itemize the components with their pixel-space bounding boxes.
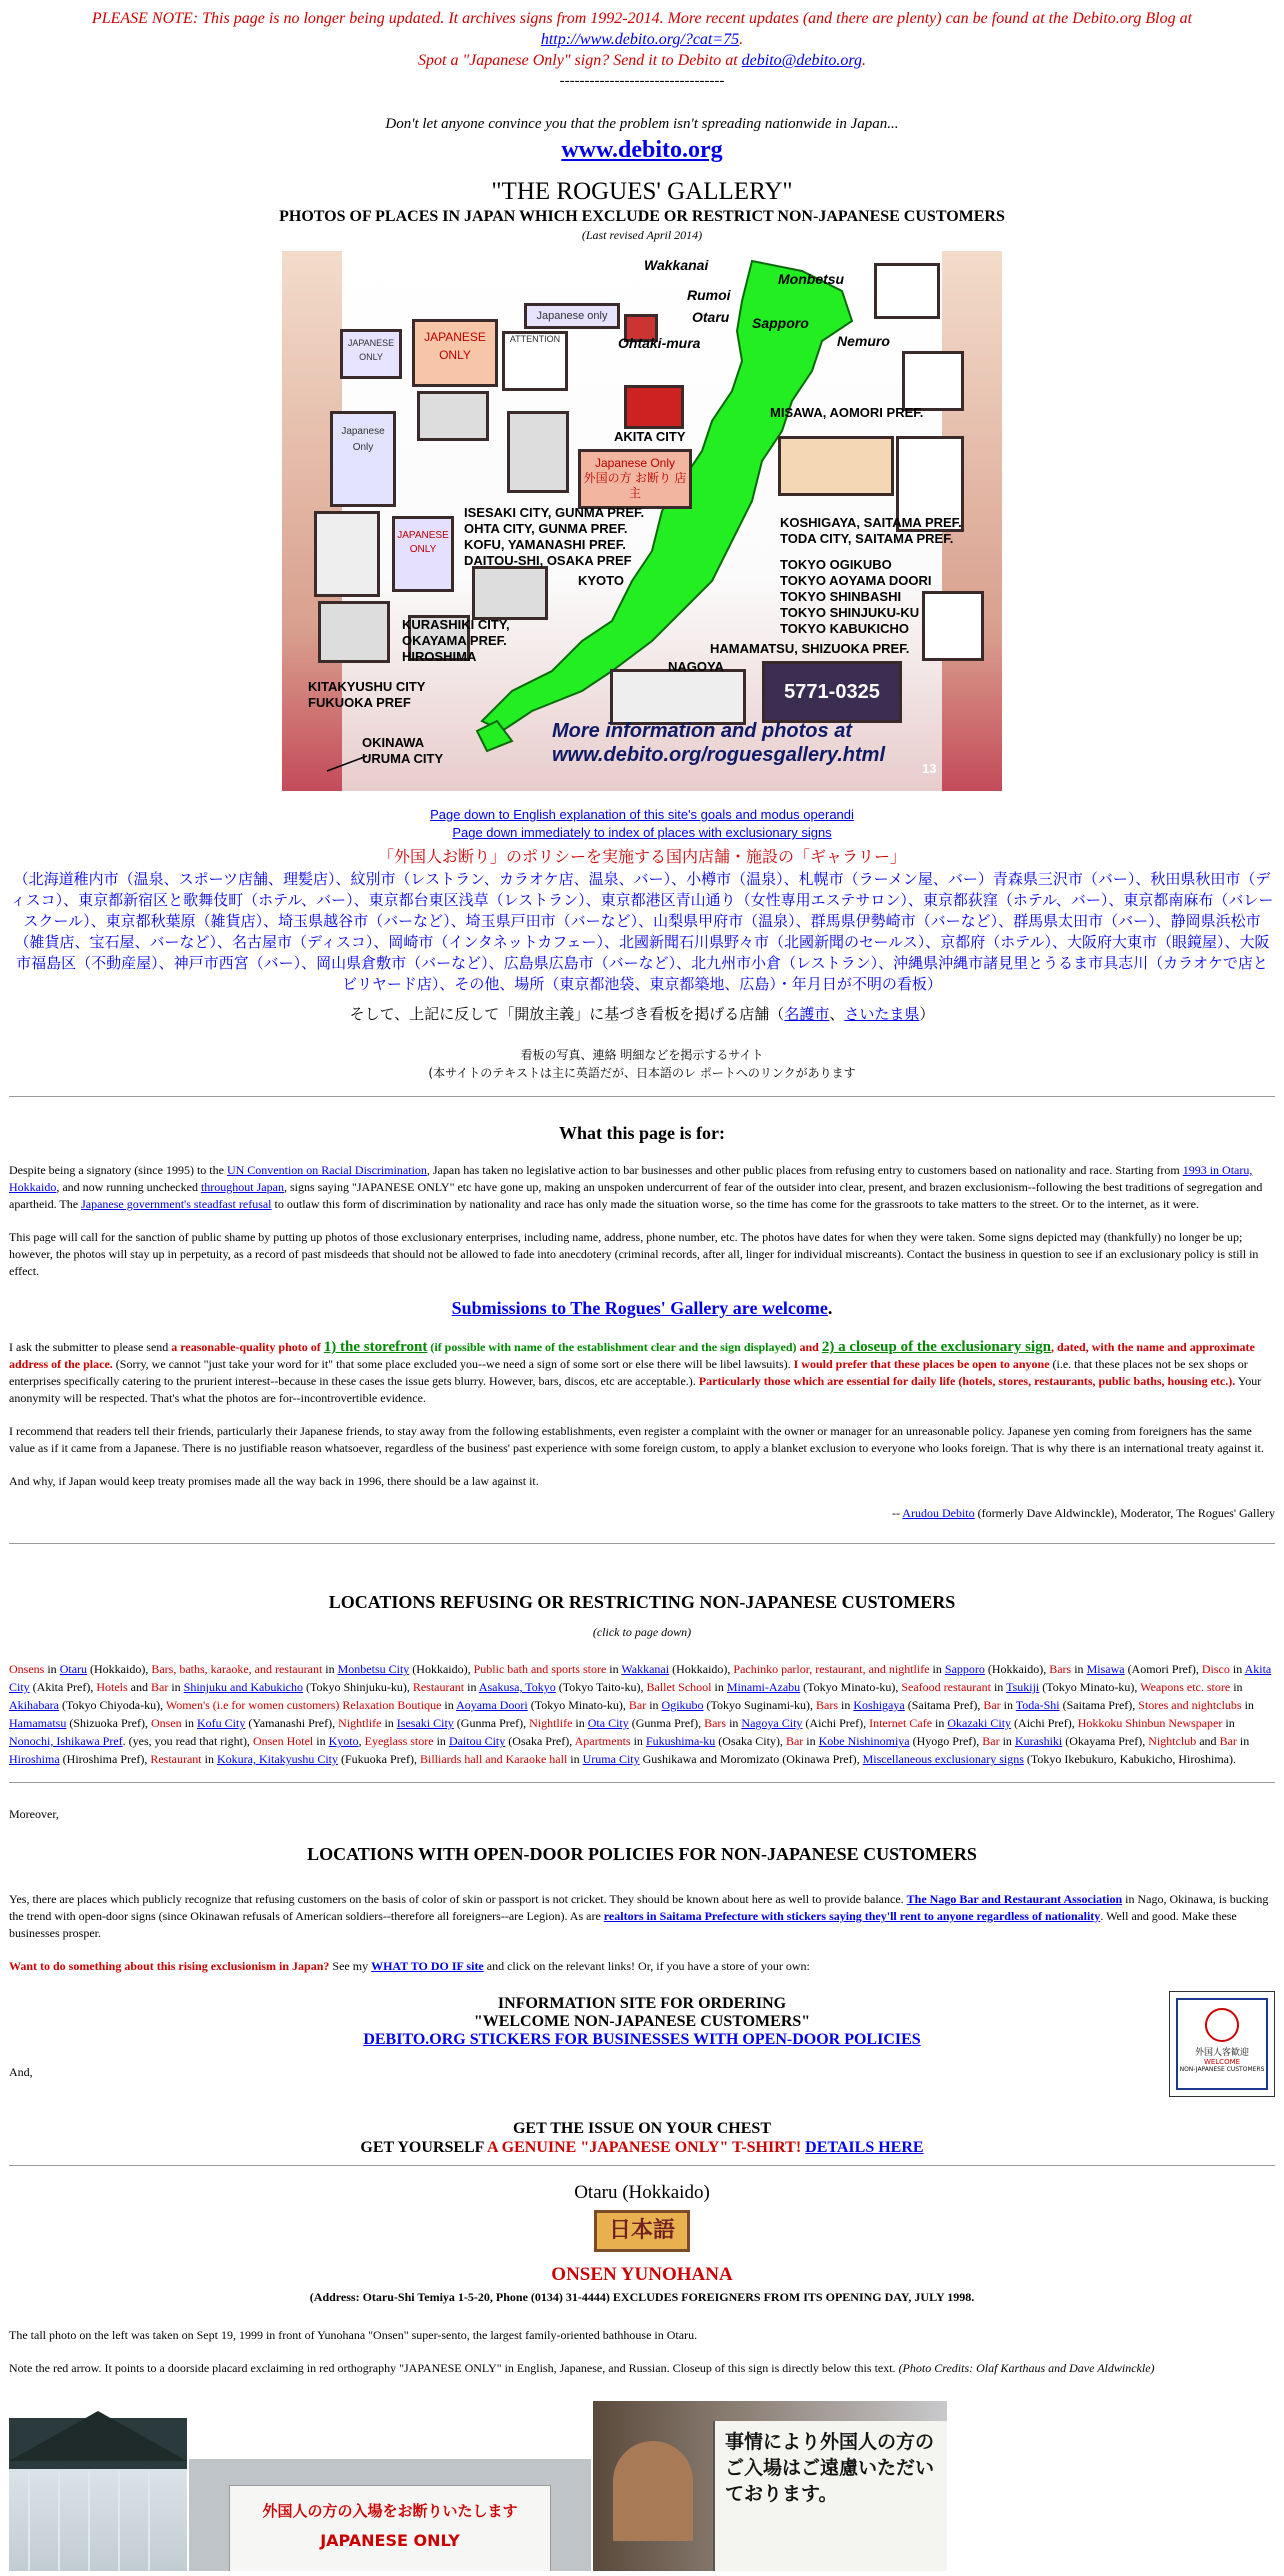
click-note: (click to page down) (592, 1625, 692, 1639)
tshirt-promo: GET THE ISSUE ON YOUR CHEST GET YOURSELF A GENUINE "JAPANESE ONLY" T-SHIRT! DETAILS HERE (360, 2120, 924, 2156)
label-kitakyushu: KITAKYUSHU CITY (308, 679, 426, 694)
building-roof-icon (9, 2401, 187, 2571)
purpose-paragraph-4: I recommend that readers tell their friends, particularly their Japanese friends, to stay away from the following establishments, even register a complaint with the owner or manager for an unreasonable policy. Japanese yen coming from foreigners has the same value as if it came from a Japanese. There is no justifiable reason whatsoever, regardless of the business' past experience with some foreign custom, to apply a blanket exclusion to everyone who looks foreign. That is why there is an international treaty against it. (9, 1424, 1264, 1455)
nago-association-link[interactable]: The Nago Bar and Restaurant Association (906, 1892, 1123, 1906)
and-text: And, (9, 2065, 33, 2079)
label-okinawa: OKINAWA (362, 735, 425, 750)
sign-grey-3 (472, 566, 548, 620)
loc-isesaki[interactable]: Isesaki City (396, 1716, 454, 1730)
saitama-jp-link[interactable]: さいたま県 (844, 1005, 920, 1023)
loc-asakusa[interactable]: Asakusa, Tokyo (478, 1680, 556, 1694)
entry-place: Otaru (Hokkaido) (574, 2182, 710, 2203)
loc-ota[interactable]: Ota City (587, 1716, 629, 1730)
label-tokyo-shinbashi: TOKYO SHINBASHI (780, 589, 902, 604)
divider (9, 1096, 1275, 1097)
loc-kokura[interactable]: Kokura, Kitakyushu City (217, 1752, 338, 1766)
notice-text-1: PLEASE NOTE: This page is no longer being updated. It archives signs from 1992-2014. More recent updates (and there are plenty) can be found at the Debito.org Blog at (91, 10, 1193, 27)
purpose-heading: What this page is for: (559, 1123, 725, 1143)
loc-minami-azabu[interactable]: Minami-Azabu (726, 1680, 801, 1694)
locations-title: LOCATIONS REFUSING OR RESTRICTING NON-JAPANESE CUSTOMERS (328, 1592, 956, 1612)
sign-misawa (778, 436, 894, 496)
label-otaru: Otaru (692, 309, 730, 325)
label-hiroshima: HIROSHIMA (402, 649, 477, 664)
loc-kofu[interactable]: Kofu City (197, 1716, 246, 1730)
seal-icon (1205, 2008, 1239, 2042)
loc-tsukiji[interactable]: Tsukiji (1006, 1680, 1040, 1694)
loc-okazaki[interactable]: Okazaki City (947, 1716, 1012, 1730)
loc-hamamatsu[interactable]: Hamamatsu (9, 1716, 67, 1730)
index-link[interactable]: Page down immediately to index of places with exclusionary signs (452, 825, 832, 840)
loc-uruma[interactable]: Uruma City (582, 1752, 640, 1766)
site-link[interactable]: www.debito.org (561, 137, 723, 163)
submissions-link[interactable]: Submissions to The Rogues' Gallery are welcome (451, 1298, 828, 1318)
loc-nagoya[interactable]: Nagoya City (741, 1716, 803, 1730)
notice-text-2: Spot a "Japanese Only" sign? Send it to Debito at (418, 52, 738, 69)
email-link[interactable]: debito@debito.org (741, 52, 862, 69)
photo-japanese-only-sign[interactable]: 外国人の方の入場をお断りいたします JAPANESE ONLY (189, 2459, 591, 2571)
loc-ogikubo[interactable]: Ogikubo (661, 1698, 704, 1712)
label-toda: TODA CITY, SAITAMA PREF. (780, 531, 954, 546)
nihongo-badge[interactable]: 日本語 (594, 2210, 690, 2252)
loc-nonoichi[interactable]: Nonochi, Ishikawa Pref (9, 1734, 123, 1748)
banner-url-text: More information and photos at www.debito.org/roguesgallery.html (552, 720, 885, 766)
entry-paragraph-1: The tall photo on the left was taken on Sept 19, 1999 in front of Yunohana "Onsen" super-sento, the largest family-oriented bathhouse in Otaru. (9, 2328, 698, 2342)
label-tokyo-aoyama: TOKYO AOYAMA DOORI (780, 573, 932, 588)
revised-date: (Last revised April 2014) (581, 228, 703, 242)
loc-sapporo[interactable]: Sapporo (944, 1662, 985, 1676)
what-to-do-line: Want to do something about this rising exclusionism in Japan? See my WHAT TO DO IF site and click on the relevant links! Or, if you have a store of your own: (9, 1959, 810, 1973)
sign-grey-2 (507, 411, 569, 493)
archive-notice: PLEASE NOTE: This page is no longer being updated. It archives signs from 1992-2014. More recent updates (and there are plenty) can be found at the Debito.org Blog at http://www.debito.org/?cat=75. Spot a "Japanese Only" sign? Send it to Debito at debito@debito.org. (91, 10, 1193, 69)
sign-japanese-only-1: JAPANESE ONLY (340, 329, 402, 379)
loc-misc[interactable]: Miscellaneous exclusionary signs (862, 1752, 1024, 1766)
sign-japanese-only-3: Japanese only (524, 303, 620, 329)
label-tokyo-shinjuku: TOKYO SHINJUKU-KU (780, 605, 920, 620)
purpose-paragraph-5: And why, if Japan would keep treaty promises made all the way back in 1996, there should be a law against it. (9, 1474, 539, 1488)
info-line-1: INFORMATION SITE FOR ORDERING (497, 1995, 787, 2012)
moreover-text: Moreover, (9, 1807, 59, 1821)
japanese-open-door-line: そして、上記に反して「開放主義」に基づき看板を掲げる店舗（名護市、さいたま県） (349, 1005, 935, 1023)
label-tokyo-kabukicho: TOKYO KABUKICHO (780, 621, 910, 636)
purpose-paragraph-2: This page will call for the sanction of public shame by putting up photos of those exclusionary enterprises, including name, address, phone number, etc. The photos have dates for when they were taken. Some signs depicted may (thankfully) no longer be up; however, the photos will stay up in perpetuity, as a record of past misdeeds that should not be allowed to fade into anecdotery (criminal records, after all, linger for individual miscreants). Contact the business in question to see if an exclusionary policy is still in effect. (9, 1230, 1259, 1278)
loc-fukushima[interactable]: Fukushima-ku (645, 1734, 716, 1748)
arudou-debito-link[interactable]: Arudou Debito (902, 1506, 975, 1520)
loc-monbetsu[interactable]: Monbetsu City (337, 1662, 410, 1676)
loc-misawa[interactable]: Misawa (1086, 1662, 1125, 1676)
sign-attention: ATTENTION (502, 331, 568, 391)
japanese-location-list: （北海道稚内市（温泉、スポーツ店舗、理髪店）、紋別市（レストラン、カラオケ店、温泉、バー）、小樽市（温泉）、札幌市（ラーメン屋、バー）青森県三沢市（バー）、秋田県秋田市（ディスコ）、東京都新宿区と歌舞伎町（ホテル、バー）、東京都台東区浅草（レストラン）、東京都港区青山通り（女性専用エステサロン）、東京都荻窪（ホテル、バー）、東京都南麻布（バレースクール）、東京都秋葉原（雑貨店）、埼玉県越谷市（バーなど）、埼玉県戸田市（バーなど）、山梨県甲府市（温泉）、群馬県伊勢崎市（バーなど）、群馬県太田市（バー）、静岡県浜松市（雑貨店、宝石屋、バーなど）、名古屋市（ディスコ）、岡崎市（インタネットカフェー）、北國新聞石川県野々市（北國新聞のセールス）、京都府（ホテル）、大阪府大東市（眼鏡屋）、大阪市福島区（不動産屋）、神戸市西宮（バー）、岡山県倉敷市（バーなど）、広島県広島市（バーなど）、北九州市小倉（レストラン）、沖縄県沖縄市諸見里とうるま市具志川（カラオケで店とビリヤード店）、その他、場所（東京都池袋、東京都築地、広島）・年月日が不明の看板） (10, 870, 1274, 993)
entry-address: (Address: Otaru-Shi Temiya 1-5-20, Phone (0134) 31-4444) EXCLUDES FOREIGNERS FROM ITS OPENING DAY, JULY 1998. (309, 2290, 975, 2304)
japanese-title: 「外国人お断り」のポリシーを実施する国内店舗・施設の「ギャラリー」 (377, 847, 906, 866)
rogues-gallery-banner (282, 251, 1002, 791)
blog-link[interactable]: http://www.debito.org/?cat=75 (540, 31, 740, 48)
label-fukuoka: FUKUOKA PREF (308, 695, 411, 710)
otaru-1993-link[interactable]: 1993 in Otaru, Hokkaido (9, 1163, 1253, 1194)
divider (9, 1543, 1275, 1544)
loc-otaru[interactable]: Otaru (59, 1662, 88, 1676)
label-misawa: MISAWA, AOMORI PREF. (770, 405, 924, 420)
loc-kyoto[interactable]: Kyoto (328, 1734, 359, 1748)
loc-hiroshima[interactable]: Hiroshima (9, 1752, 60, 1766)
loc-daitou[interactable]: Daitou City (448, 1734, 506, 1748)
divider (9, 1782, 1275, 1783)
loc-akihabara[interactable]: Akihabara (9, 1698, 59, 1712)
label-tokyo-ogikubo: TOKYO OGIKUBO (780, 557, 892, 572)
page-title: "THE ROGUES' GALLERY" (491, 178, 793, 205)
sign-monbetsu (874, 263, 940, 319)
label-ohtaki: Ohtaki-mura (618, 335, 701, 351)
entry-photos (9, 2401, 1275, 2571)
open-door-title: LOCATIONS WITH OPEN-DOOR POLICIES FOR NON-JAPANESE CUSTOMERS (307, 1844, 977, 1864)
sign-nemuro (902, 351, 964, 411)
label-nemuro: Nemuro (837, 333, 890, 349)
sign-nagoya (610, 669, 746, 725)
sign-grey-4 (318, 601, 390, 663)
loc-koshigaya[interactable]: Koshigaya (853, 1698, 905, 1712)
sign-grey-1 (417, 391, 489, 441)
label-ohta: OHTA CITY, GUNMA PREF. (464, 521, 628, 536)
sticker-info-block (9, 1991, 1275, 2097)
label-daitou: DAITOU-SHI, OSAKA PREF (464, 553, 632, 568)
signature: -- Arudou Debito (formerly Dave Aldwinckle), Moderator, The Rogues' Gallery (891, 1506, 1275, 1520)
sign-japanese-only-4: Japanese Only (330, 411, 396, 507)
locations-index: Onsens in Otaru (Hokkaido), Bars, baths, karaoke, and restaurant in Monbetsu City (Hokkaido), Public bath and sports store in Wakkanai (Hokkaido), Pachinko parlor, restaurant, and nightlife in Sapporo (Hokkaido), Bars in Misawa (Aomori Pref), Disco in Akita City (Akita Pref), Hotels and Bar in Shinjuku and Kabukicho (Tokyo Shinjuku-ku), Restaurant in Asakusa, Tokyo (Tokyo Taito-ku), Ballet School in Minami-Azabu (Tokyo Minato-ku), Seafood restaurant in Tsukiji (Tokyo Minato-ku), Weapons etc. store in Akihabara (Tokyo Chiyoda-ku), Women's (i.e for women customers) Relaxation Boutique in Aoyama Doori (Tokyo Minato-ku), Bar in Ogikubo (Tokyo Suginami-ku), Bars in Koshigaya (Saitama Pref), Bar in Toda-Shi (Saitama Pref), Stores and nightclubs in Hamamatsu (Shizuoka Pref), Onsen in Kofu City (Yamanashi Pref), Nightlife in Isesaki City (Gunma Pref), Nightlife in Ota City (Gunma Pref), Bars in Nagoya City (Aichi Pref), Internet Cafe in Okazaki City (Aichi Pref), Hokkoku Shinbun Newspaper in Nonochi, Ishikawa Pref. (yes, you read that right), Onsen Hotel in Kyoto, Eyeglass store in Daitou City (Osaka Pref), Apartments in Fukushima-ku (Osaka City), Bar in Kobe Nishinomiya (Hyogo Pref), Bar in Kurashiki (Okayama Pref), Nightclub and Bar in Hiroshima (Hiroshima Pref), Restaurant in Kokura, Kitakyushu City (Fukuoka Pref), Billiards hall and Karaoke hall in Uruma City Gushikawa and Moromizato (Okinawa Pref), Miscellaneous exclusionary signs (Tokyo Ikebukuro, Kabukicho, Hiroshima). (9, 1662, 1272, 1766)
loc-kurashiki[interactable]: Kurashiki (1014, 1734, 1063, 1748)
entry-name: ONSEN YUNOHANA (551, 2264, 733, 2285)
loc-shinjuku[interactable]: Shinjuku and Kabukicho (183, 1680, 303, 1694)
label-okayama: OKAYAMA PREF. (402, 633, 507, 648)
throughout-japan-link[interactable]: throughout Japan (200, 1180, 284, 1194)
label-wakkanai: Wakkanai (644, 257, 709, 273)
label-rumoi: Rumoi (687, 287, 731, 303)
photo-man-with-sign[interactable]: 事情により外国人の方のご入場はご遠慮いただいております。 (593, 2401, 947, 2571)
sign-koshigaya-2 (922, 591, 984, 661)
entry-paragraph-2: Note the red arrow. It points to a doorside placard exclaiming in red orthography "JAPANESE ONLY" in English, Japanese, and Russian. Closeup of this sign is directly below this text. (Photo Credits: Olaf Karthaus and Dave Aldwinckle) (9, 2361, 1155, 2375)
loc-kobe[interactable]: Kobe Nishinomiya (818, 1734, 910, 1748)
photo-yunohana-building[interactable] (9, 2401, 187, 2571)
sign-japanese-only-2: JAPANESE ONLY (412, 319, 498, 387)
sign-japanese-only-pink: Japanese Only 外国の方 お断り 店 主 (578, 449, 692, 509)
separator-dashes: --------------------------------- (559, 73, 725, 89)
what-to-do-link[interactable]: WHAT TO DO IF site (371, 1959, 484, 1973)
page-subtitle: PHOTOS OF PLACES IN JAPAN WHICH EXCLUDE OR RESTRICT NON-JAPANESE CUSTOMERS (279, 208, 1005, 225)
nago-jp-link[interactable]: 名護市 (784, 1005, 830, 1023)
label-hamamatsu: HAMAMATSU, SHIZUOKA PREF. (710, 641, 910, 656)
label-uruma: URUMA CITY (362, 751, 444, 766)
saitama-realtors-link[interactable]: realtors in Saitama Prefecture with stickers saying they'll rent to anyone regardless of nationality (603, 1909, 1101, 1923)
tshirt-details-link[interactable]: DETAILS HERE (805, 2139, 924, 2156)
govt-refusal-link[interactable]: Japanese government's steadfast refusal (81, 1197, 272, 1211)
label-kofu: KOFU, YAMANASHI PREF. (464, 537, 626, 552)
banner-page-number: 13 (922, 761, 937, 776)
tagline: Don't let anyone convince you that the problem isn't spreading nationwide in Japan... (385, 116, 899, 132)
label-nagoya: NAGOYA (668, 659, 724, 674)
label-akita: AKITA CITY (614, 429, 686, 444)
label-monbetsu: Monbetsu (778, 271, 845, 287)
label-isesaki: ISESAKI CITY, GUNMA PREF. (464, 505, 645, 520)
explanation-link[interactable]: Page down to English explanation of this site's goals and modus operandi (430, 807, 854, 822)
loc-toda[interactable]: Toda-Shi (1015, 1698, 1060, 1712)
divider (9, 2165, 1275, 2166)
sign-japanese-only-5: JAPANESE ONLY (392, 516, 454, 592)
label-kyoto: KYOTO (578, 573, 624, 588)
welcome-sticker-image[interactable]: 外国人客歓迎 WELCOME NON-JAPANESE CUSTOMERS (1169, 1991, 1275, 2097)
un-convention-link[interactable]: UN Convention on Racial Discrimination (226, 1163, 427, 1177)
sign-phone-5771: 5771-0325 (762, 661, 902, 723)
label-sapporo: Sapporo (752, 315, 809, 331)
open-door-paragraph: Yes, there are places which publicly recognize that refusing customers on the basis of color of skin or passport is not cricket. They should be known about here as well to provide balance. The Nago Bar and Restaurant Association in Nago, Okinawa, is bucking the trend with open-door signs (since Okinawan refusals of American soldiers--therefore all foreigners--are Legion). As are realtors in Saitama Prefecture with stickers saying they'll rent to anyone regardless of nationality. Well and good. Make these businesses prosper. (9, 1892, 1269, 1940)
sign-red-akita (624, 385, 684, 429)
loc-akita[interactable]: Akita City (9, 1662, 1272, 1694)
label-kurashiki: KURASHIKI CITY, (402, 617, 510, 632)
loc-wakkanai[interactable]: Wakkanai (621, 1662, 670, 1676)
purpose-paragraph-1: Despite being a signatory (since 1995) to the UN Convention on Racial Discrimination, Japan has taken no legislative action to bar businesses and other public places from refusing entry to customers based on nationality and race. Starting from 1993 in Otaru, Hokkaido, and now running unchecked throughout Japan, signs saying "JAPANESE ONLY" etc have gone up, making an unspoken undercurrent of fear of the outsider into clear, present, and brazen exclusionism--following the best traditions of segregation and apartheid. The Japanese government's steadfast refusal to outlaw this form of discrimination by nationality and race has only made the situation worse, so the time has come for the grassroots to take matters to the street. Or to the internet, as it were. (9, 1163, 1263, 1211)
loc-aoyama[interactable]: Aoyama Doori (456, 1698, 528, 1712)
japanese-site-note: 看板の写真、連絡 明細などを掲示するサイト (本サイトのテキストは主に英語だが、日本語のレ ポートへのリンクがあります (428, 1048, 856, 1080)
info-line-2: "WELCOME NON-JAPANESE CUSTOMERS" (473, 2013, 811, 2030)
stickers-link[interactable]: DEBITO.ORG STICKERS FOR BUSINESSES WITH OPEN-DOOR POLICIES (363, 2031, 921, 2048)
submission-instructions: I ask the submitter to please send a reasonable-quality photo of 1) the storefront (if possible with name of the establishment clear and the sign displayed) and 2) a closeup of the exclusionary sign, dated, with the name and approximate address of the place. (Sorry, we cannot "just take your word for it" that some place excluded you--we need a sign of some sort or else there will be libel lawsuits). I would prefer that these places be open to anyone (i.e. that these places not be sex shops or enterprises specifically catering to the prurient interest--because in these cases the issue gets blurry. However, bars, discos, etc are acceptable.). Particularly those which are essential for daily life (hotels, stores, restaurants, public baths, housing etc.). Your anonymity will be respected. That's what the photos are for--incontrovertible evidence. (9, 1339, 1262, 1405)
sign-prohibido (314, 511, 380, 597)
label-koshigaya: KOSHIGAYA, SAITAMA PREF. (780, 515, 962, 530)
